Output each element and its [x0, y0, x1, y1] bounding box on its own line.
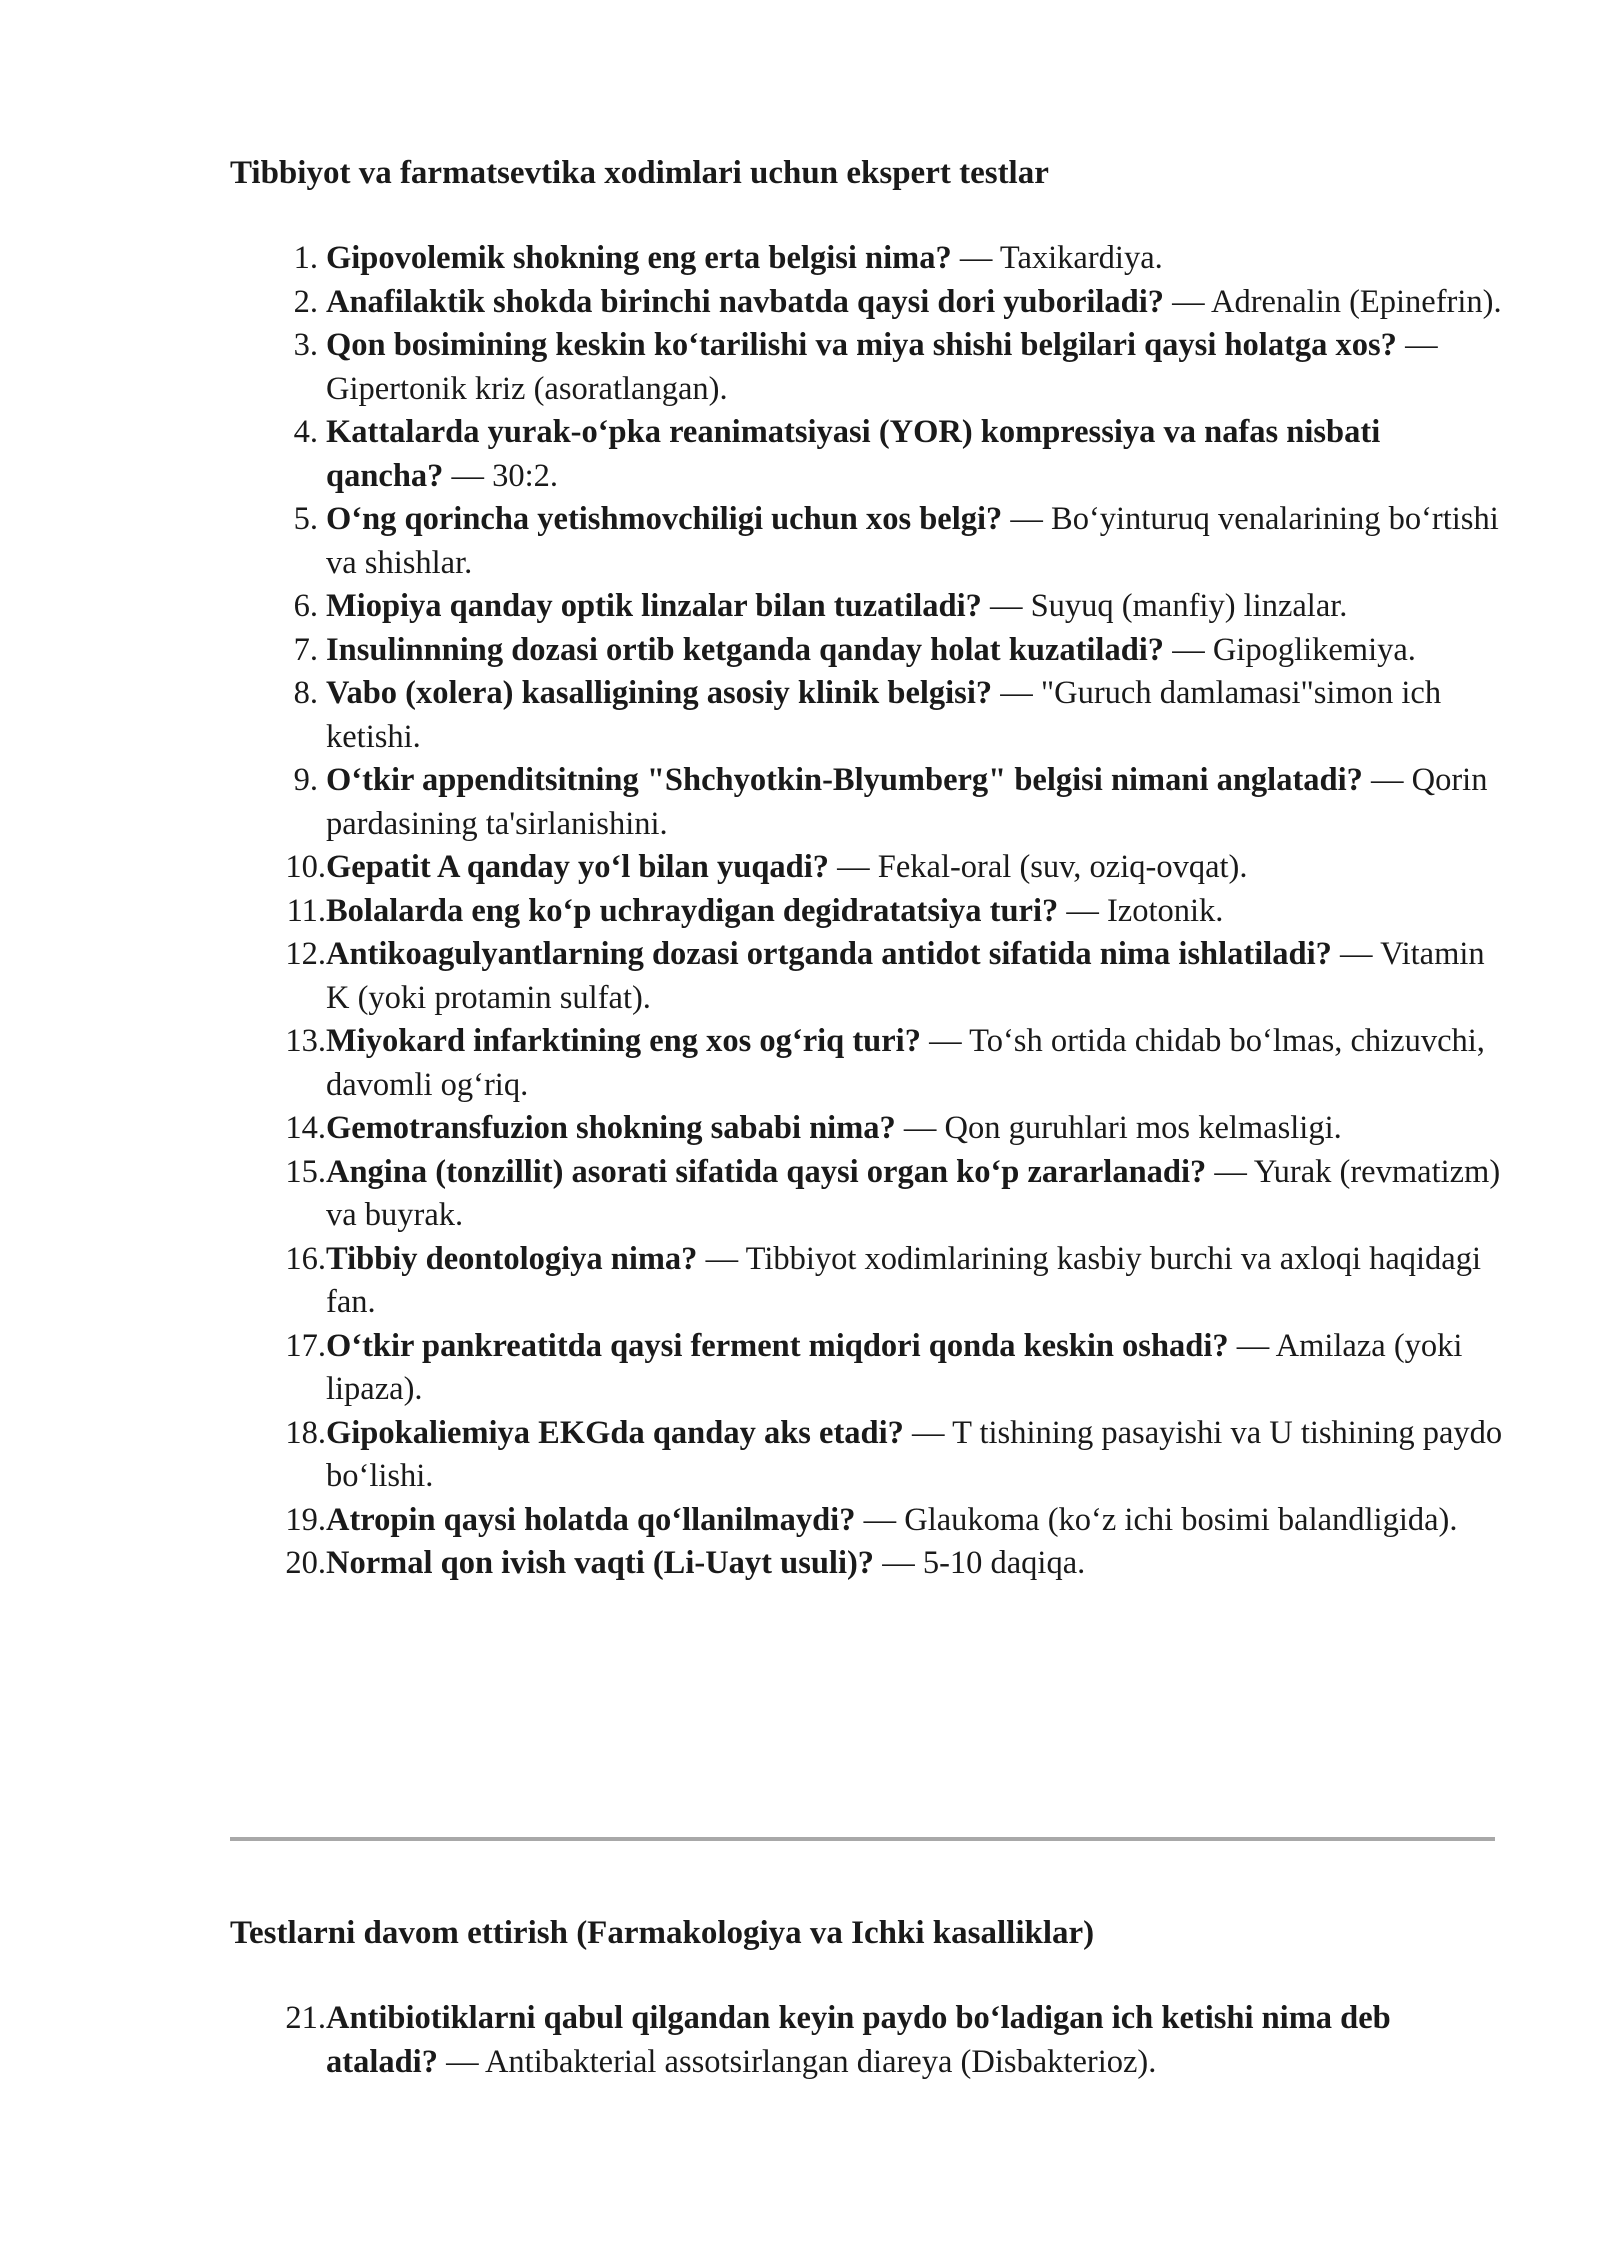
list-item: [230, 1997, 1505, 2084]
answer-text: Yurak (revmatizm) va buyrak.: [326, 1153, 1501, 1233]
answer-separator: —: [705, 1240, 739, 1277]
list-item: [230, 933, 1505, 1020]
question-text: Miopiya qanday optik linzalar bilan tuzatiladi?: [326, 588, 982, 624]
answer-separator: —: [989, 588, 1023, 624]
item-body: [326, 1151, 1505, 1238]
item-body: [326, 672, 1505, 759]
item-number: 11.: [286, 892, 326, 929]
list-item: [230, 324, 1505, 411]
item-body: [326, 324, 1505, 411]
answer-text: To‘sh ortida chidab bo‘lmas, chizuvchi, davomli og‘riq.: [326, 1023, 1485, 1103]
item-number: 6.: [293, 588, 318, 624]
question-text: Gipokaliemiya EKGda qanday aks etadi?: [326, 1414, 904, 1451]
item-number: 9.: [293, 762, 318, 798]
answer-text: Glaukoma (ko‘z ichi bosimi balandligida).: [904, 1501, 1458, 1538]
answer-text: Vitamin K (yoki protamin sulfat).: [326, 936, 1485, 1016]
item-body: [326, 1542, 1505, 1586]
question-text: Atropin qaysi holatda qo‘llanilmaydi?: [326, 1501, 856, 1538]
answer-separator: —: [863, 1501, 897, 1538]
answer-separator: —: [446, 2043, 479, 2080]
answer-text: Amilaza (yoki lipaza).: [326, 1327, 1463, 1407]
question-text: O‘ng qorincha yetishmovchiligi uchun xos belgi?: [326, 501, 1003, 537]
item-number: 16.: [285, 1240, 326, 1277]
item-body: [326, 846, 1505, 890]
list-item: [230, 1020, 1505, 1107]
section-title-continued-tests: Testlarni davom ettirish (Farmakologiya va Ichki kasalliklar): [230, 1915, 1095, 1951]
item-number: 21.: [285, 2000, 326, 2036]
item-number: 5.: [293, 501, 318, 537]
answer-text: Suyuq (manfiy) linzalar.: [1030, 588, 1348, 624]
question-text: Gemotransfuzion shokning sababi nima?: [326, 1110, 896, 1146]
answer-text: 5-10 daqiqa.: [922, 1545, 1086, 1581]
answer-text: Adrenalin (Epinefrin).: [1211, 283, 1502, 320]
answer-text: Tibbiyot xodimlarining kasbiy burchi va axloqi haqidagi fan.: [326, 1240, 1482, 1320]
question-text: Normal qon ivish vaqti (Li-Uayt usuli)?: [326, 1545, 875, 1581]
list-item: [230, 411, 1505, 498]
list-item: [230, 585, 1505, 629]
item-body: [326, 1107, 1505, 1151]
list-item: [230, 1499, 1505, 1543]
answer-separator: —: [1214, 1153, 1247, 1190]
question-text: Kattalarda yurak-o‘pka reanimatsiyasi (YOR) kompressiya va nafas nisbati qancha?: [326, 414, 1381, 494]
answer-text: Gipertonik kriz (asoratlangan).: [326, 370, 728, 407]
item-number: 17.: [285, 1327, 326, 1364]
answer-text: Taxikardiya.: [999, 240, 1163, 276]
answer-separator: —: [1371, 762, 1404, 798]
item-number: 15.: [285, 1153, 326, 1190]
answer-text: Qorin pardasining ta'sirlanishini.: [326, 762, 1488, 842]
list-item: [230, 237, 1505, 281]
list-item: [230, 1542, 1505, 1586]
question-text: Insulinnning dozasi ortib ketganda qanday holat kuzatiladi?: [326, 631, 1165, 668]
item-number: 12.: [285, 936, 326, 972]
item-number: 3.: [293, 327, 318, 363]
item-number: 4.: [293, 414, 318, 450]
question-text: Antibiotiklarni qabul qilgandan keyin paydo bo‘ladigan ich ketishi nima deb ataladi?: [326, 2000, 1391, 2080]
question-text: Bolalarda eng ko‘p uchraydigan degidratatsiya turi?: [326, 892, 1059, 929]
item-body: [326, 1499, 1505, 1543]
list-item: [230, 846, 1505, 890]
answer-text: Qon guruhlari mos kelmasligi.: [944, 1110, 1342, 1146]
answer-separator: —: [912, 1414, 945, 1451]
answer-separator: —: [1172, 631, 1205, 668]
answer-text: 30:2.: [492, 457, 559, 494]
item-number: 8.: [293, 675, 318, 711]
question-text: Tibbiy deontologiya nima?: [326, 1240, 698, 1277]
item-body: [326, 1997, 1505, 2084]
list-item: [230, 672, 1505, 759]
item-number: 14.: [285, 1110, 326, 1146]
question-text: O‘tkir appenditsitning "Shchyotkin-Blyumberg" belgisi nimani anglatadi?: [326, 762, 1363, 798]
question-text: Qon bosimining keskin ko‘tarilishi va miya shishi belgilari qaysi holatga xos?: [326, 327, 1397, 363]
item-body: [326, 1325, 1505, 1412]
answer-separator: —: [1172, 283, 1205, 320]
answer-separator: —: [1066, 892, 1099, 929]
item-number: 19.: [285, 1501, 326, 1538]
answer-text: T tishining pasayishi va U tishining paydo bo‘lishi.: [326, 1414, 1503, 1494]
item-body: [326, 933, 1505, 1020]
answer-text: Gipoglikemiya.: [1212, 631, 1416, 668]
answer-separator: —: [1010, 501, 1043, 537]
list-item: [230, 1412, 1505, 1499]
item-body: [326, 237, 1505, 281]
question-text: Vabo (xolera) kasalligining asosiy klinik belgisi?: [326, 675, 993, 711]
list-item: [230, 1107, 1505, 1151]
item-body: [326, 1412, 1505, 1499]
answer-separator: —: [1236, 1327, 1270, 1364]
answer-text: Izotonik.: [1106, 892, 1224, 929]
question-list-2: [230, 1997, 1505, 2084]
answer-separator: —: [451, 457, 485, 494]
section-title-expert-tests: Tibbiyot va farmatsevtika xodimlari uchun ekspert testlar: [230, 155, 1049, 191]
question-text: Anafilaktik shokda birinchi navbatda qaysi dori yuboriladi?: [326, 283, 1165, 320]
item-body: [326, 498, 1505, 585]
answer-separator: —: [929, 1023, 962, 1059]
item-body: [326, 411, 1505, 498]
item-number: 13.: [285, 1023, 326, 1059]
answer-text: Fekal-oral (suv, oziq-ovqat).: [877, 849, 1248, 885]
answer-separator: —: [903, 1110, 937, 1146]
answer-separator: —: [1340, 936, 1373, 972]
item-body: [326, 585, 1505, 629]
list-item: [230, 498, 1505, 585]
item-number: 18.: [285, 1414, 326, 1451]
item-body: [326, 629, 1505, 673]
question-text: O‘tkir pankreatitda qaysi ferment miqdori qonda keskin oshadi?: [326, 1327, 1229, 1364]
question-text: Antikoagulyantlarning dozasi ortganda antidot sifatida nima ishlatiladi?: [326, 936, 1332, 972]
list-item: [230, 890, 1505, 934]
item-body: [326, 890, 1505, 934]
item-body: [326, 759, 1505, 846]
question-text: Gipovolemik shokning eng erta belgisi nima?: [326, 240, 952, 276]
item-number: 10.: [285, 849, 326, 885]
question-text: Miyokard infarktining eng xos og‘riq turi?: [326, 1023, 921, 1059]
item-body: [326, 1238, 1505, 1325]
item-number: 2.: [293, 283, 318, 320]
answer-separator: —: [1000, 675, 1033, 711]
item-number: 7.: [293, 631, 318, 668]
item-body: [326, 1020, 1505, 1107]
answer-text: Antibakterial assotsirlangan diareya (Disbakterioz).: [484, 2043, 1157, 2080]
item-number: 20.: [285, 1545, 326, 1581]
horizontal-divider: [230, 1837, 1495, 1841]
item-number: 1.: [293, 240, 318, 276]
answer-separator: —: [882, 1545, 915, 1581]
question-text: Gepatit A qanday yo‘l bilan yuqadi?: [326, 849, 830, 885]
list-item: [230, 629, 1505, 673]
answer-separator: —: [959, 240, 993, 276]
list-item: [230, 281, 1505, 325]
answer-separator: —: [1405, 327, 1438, 363]
answer-text: Bo‘yinturuq venalarining bo‘rtishi va shishlar.: [326, 501, 1499, 581]
answer-separator: —: [837, 849, 870, 885]
list-item: [230, 1325, 1505, 1412]
list-item: [230, 1238, 1505, 1325]
question-list-1: [230, 237, 1505, 1586]
answer-text: "Guruch damlamasi"simon ich ketishi.: [326, 675, 1442, 755]
item-body: [326, 281, 1505, 325]
question-text: Angina (tonzillit) asorati sifatida qaysi organ ko‘p zararlanadi?: [326, 1153, 1207, 1190]
list-item: [230, 759, 1505, 846]
list-item: [230, 1151, 1505, 1238]
